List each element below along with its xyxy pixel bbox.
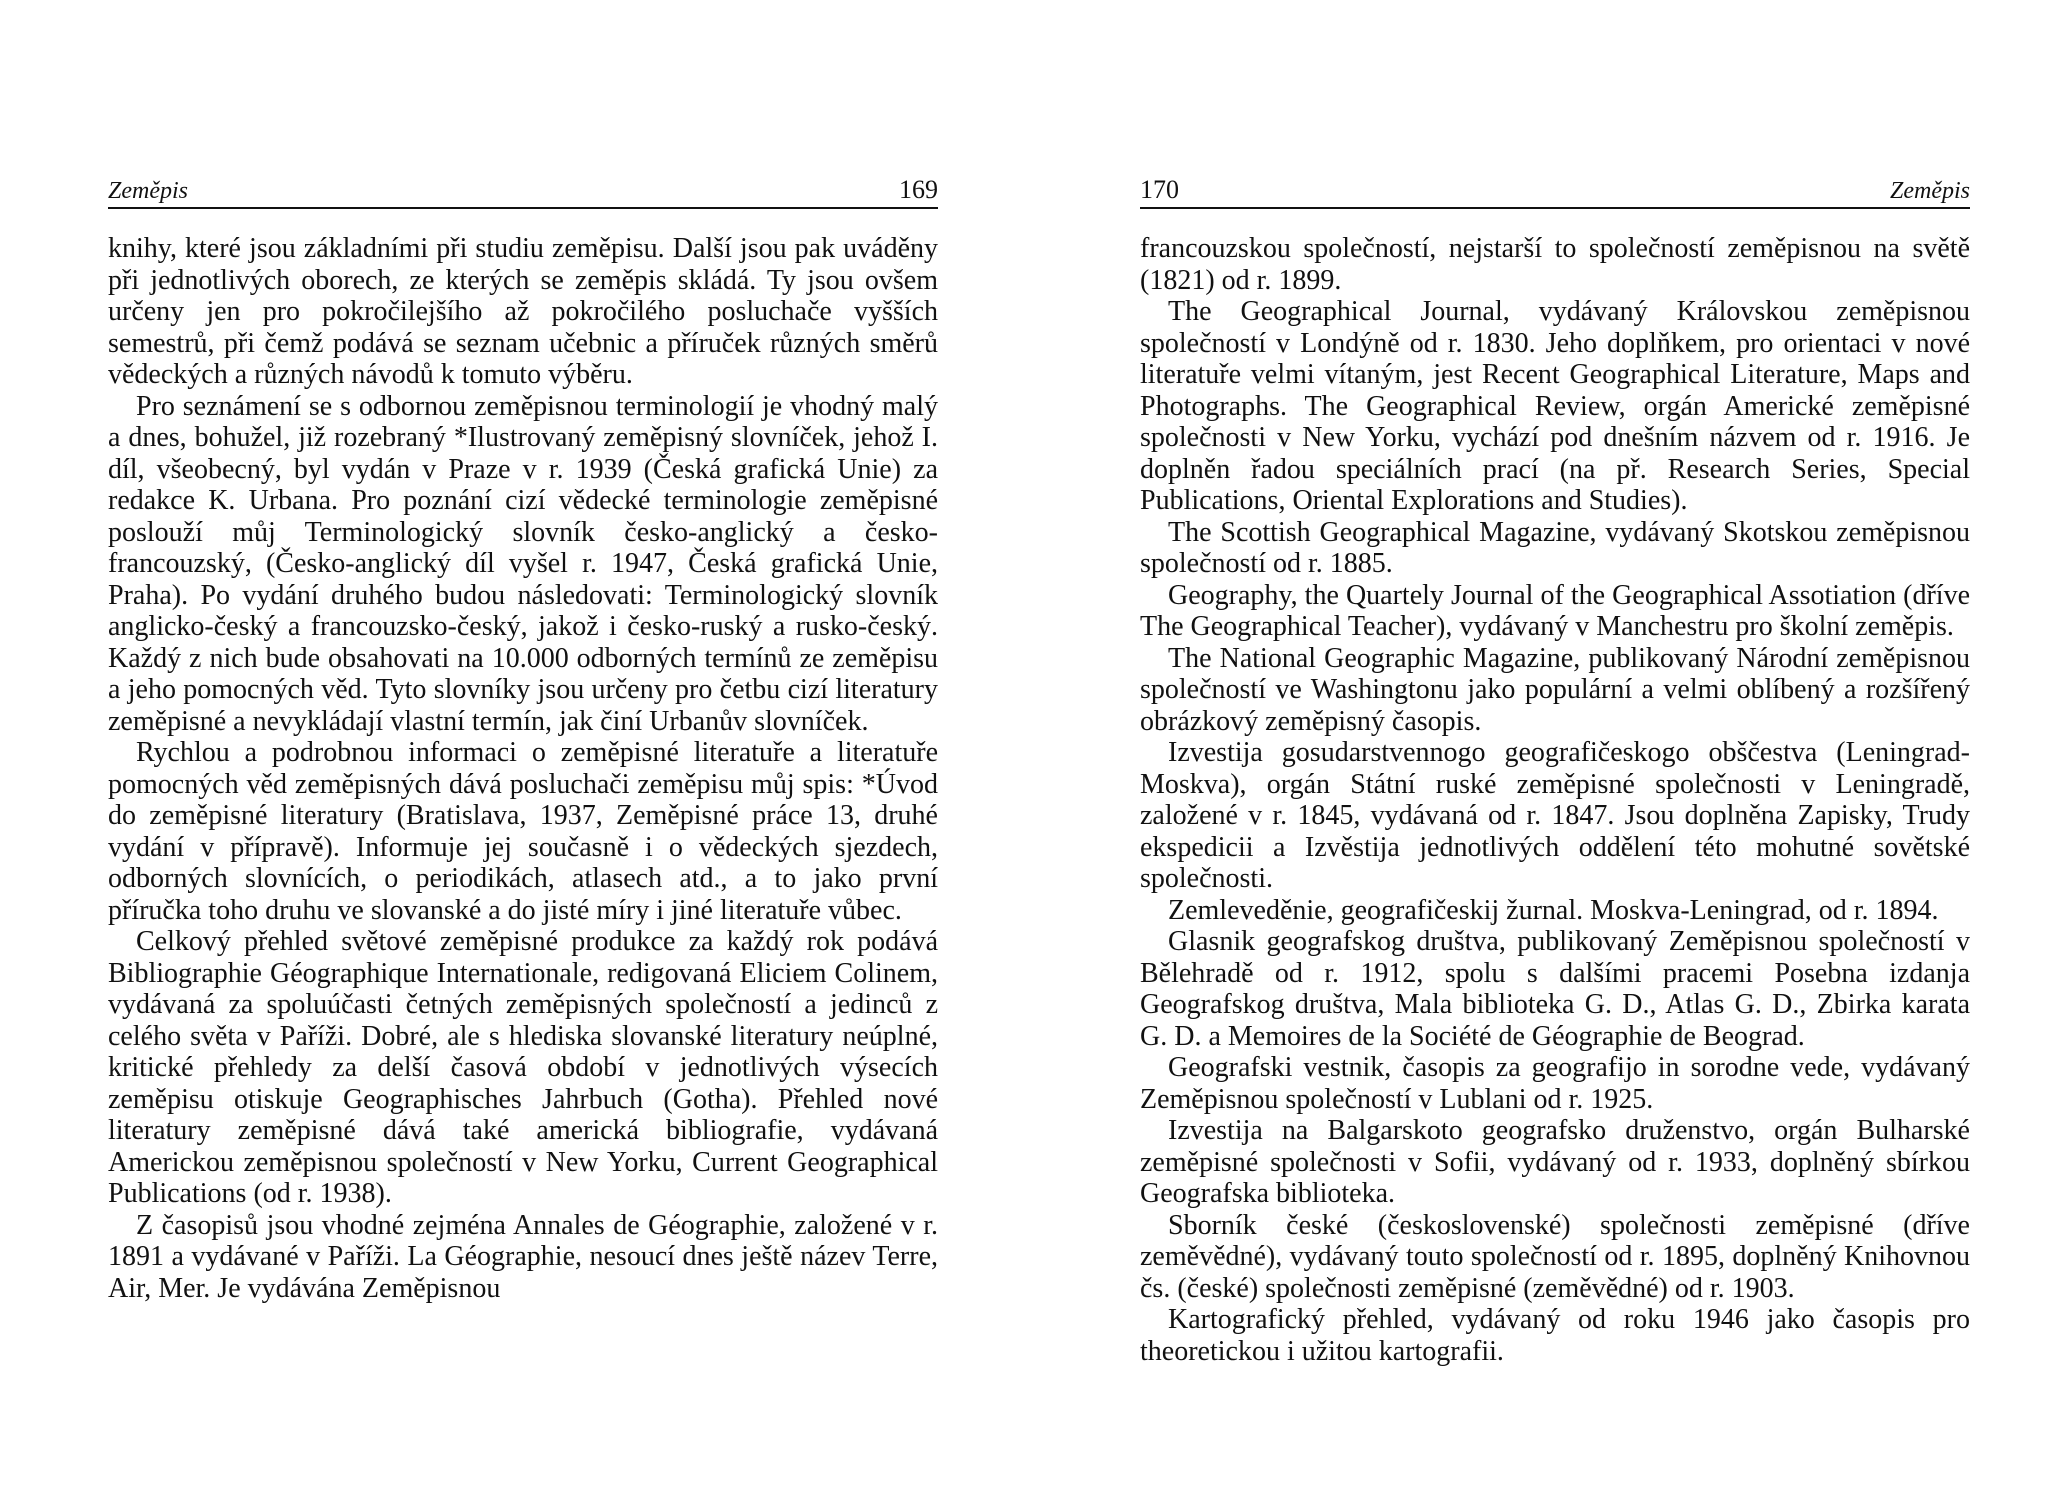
paragraph: Pro seznámení se s odbornou zeměpisnou terminologií je vhodný malý a dnes, bohužel, již rozebraný *Ilustrovaný zeměpisný slovníček, jehož I. díl, všeobecný, byl vydán v Praze v r. 1939 (Česká grafická Unie) za redakce K. Urbana. Pro poznání cizí vědecké terminologie zeměpisné poslouží můj Terminologický slovník česko-anglický a česko-francouzský, (Česko-anglický díl vyšel r. 1947, Česká grafická Unie, Praha). Po vydání druhého budou následovati: Terminologický slovník anglicko-český a francouzsko-český, jakož i česko-ruský a rusko-český. Každý z nich bude obsahovati na 10.000 odborných termínů ze zeměpisu a jeho pomocných věd. Tyto slovníky jsou určeny pro četbu cizí literatury zeměpisné a nevykládají vlastní termín, jak činí Urbanův slovníček. <box>108 390 938 737</box>
paragraph: The Geographical Journal, vydávaný Královskou zeměpisnou společností v Londýně od r. 1830. Jeho doplňkem, pro orientaci v nové literatuře velmi vítaným, jest Recent Geographical Literature, Maps and Photographs. The Geographical Review, orgán Americké zeměpisné společnosti v New Yorku, vychází pod dnešním názvem od r. 1916. Je doplněn řadou speciálních prací (na př. Research Series, Special Publications, Oriental Explorations and Studies). <box>1140 296 1970 516</box>
paragraph: Geografski vestnik, časopis za geografijo in sorodne vede, vydávaný Zeměpisnou společností v Lublani od r. 1925. <box>1140 1052 1970 1115</box>
left-page-header <box>108 175 938 209</box>
paragraph: Zemleveděnie, geografičeskij žurnal. Moskva-Leningrad, od r. 1894. <box>1168 894 1939 926</box>
right-page-body <box>1140 233 1970 1367</box>
right-page-number: 170 <box>1140 175 1179 204</box>
paragraph: The Scottish Geographical Magazine, vydávaný Skotskou zeměpisnou společností od r. 1885. <box>1140 516 1970 579</box>
paragraph: knihy, které jsou základními při studiu zeměpisu. Další jsou pak uváděny při jednotlivých oborech, ze kterých se zeměpis skládá. Ty jsou ovšem určeny jen pro pokročilejšího až pokročilého posluchače vyšších semestrů, při čemž podává se seznam učebnic a příruček různých směrů vědeckých a různých návodů k tomuto výběru. <box>108 233 938 390</box>
paragraph: Kartografický přehled, vydávaný od roku 1946 jako časopis pro theoretickou i užitou kartografii. <box>1140 1304 1970 1367</box>
right-page-header <box>1140 175 1970 209</box>
left-page <box>108 175 938 1475</box>
left-page-body <box>108 233 938 1304</box>
paragraph: Sborník české (československé) společnosti zeměpisné (dříve zeměvědné), vydávaný touto společností od r. 1895, doplněný Knihovnou čs. (české) společnosti zeměpisné (zeměvědné) od r. 1903. <box>1140 1209 1970 1304</box>
paragraph: Geography, the Quartely Journal of the Geographical Assotiation (dříve The Geographical Teacher), vydávaný v Manchestru pro školní zeměpis. <box>1140 579 1970 642</box>
paragraph: The National Geographic Magazine, publikovaný Národní zeměpisnou společností ve Washingtonu jako populární a velmi oblíbený a rozšířený obrázkový zeměpisný časopis. <box>1140 642 1970 737</box>
left-running-head: Zeměpis <box>108 178 188 204</box>
paragraph: Rychlou a podrobnou informaci o zeměpisné literatuře a literatuře pomocných věd zeměpisných dává posluchači zeměpisu můj spis: *Úvod do zeměpisné literatury (Bratislava, 1937, Zeměpisné práce 13, druhé vydání v přípravě). Informuje jej současně i o vědeckých sjezdech, odborných slovnících, o periodikách, atlasech atd., a to jako první příručka toho druhu ve slovanské a do jisté míry i jiné literatuře vůbec. <box>108 737 938 926</box>
right-page <box>1140 175 1970 1475</box>
paragraph: Izvestija gosudarstvennogo geografičeskogo obščestva (Leningrad-Moskva), orgán Státní ruské zeměpisné společnosti v Leningradě, založené v r. 1845, vydávaná od r. 1847. Jsou doplněna Zapisky, Trudy ekspedicii a Izvěstija jednotlivých oddělení této mohutné sovětské společnosti. <box>1140 737 1970 894</box>
right-running-head: Zeměpis <box>1890 178 1970 204</box>
paragraph: Glasnik geografskog društva, publikovaný Zeměpisnou společností v Bělehradě od r. 1912, spolu s dalšími pracemi Posebna izdanja Geografskog društva, Mala biblioteka G. D., Atlas G. D., Zbirka karata G. D. a Memoires de la Société de Géographie de Beograd. <box>1140 926 1970 1052</box>
paragraph: francouzskou společností, nejstarší to společností zeměpisnou na světě (1821) od r. 1899. <box>1140 233 1970 296</box>
paragraph: Z časopisů jsou vhodné zejména Annales de Géographie, založené v r. 1891 a vydávané v Paříži. La Géographie, nesoucí dnes ještě název Terre, Air, Mer. Je vydávána Zeměpisnou <box>108 1209 938 1304</box>
left-page-number: 169 <box>899 175 938 204</box>
paragraph: Celkový přehled světové zeměpisné produkce za každý rok podává Bibliographie Géographique Internationale, redigovaná Eliciem Colinem, vydávaná za spoluúčasti četných zeměpisných společností a jedinců z celého světa v Paříži. Dobré, ale s hlediska slovanské literatury neúplné, kritické přehledy za delší časová období v jednotlivých výsecích zeměpisu otiskuje Geographisches Jahrbuch (Gotha). Přehled nové literatury zeměpisné dává také americká bibliografie, vydávaná Americkou zeměpisnou společností v New Yorku, Current Geographical Publications (od r. 1938). <box>108 926 938 1209</box>
paragraph: Izvestija na Balgarskoto geografsko druženstvo, orgán Bulharské zeměpisné společnosti v Sofii, vydávaný od r. 1933, doplněný sbírkou Geografska biblioteka. <box>1140 1115 1970 1209</box>
